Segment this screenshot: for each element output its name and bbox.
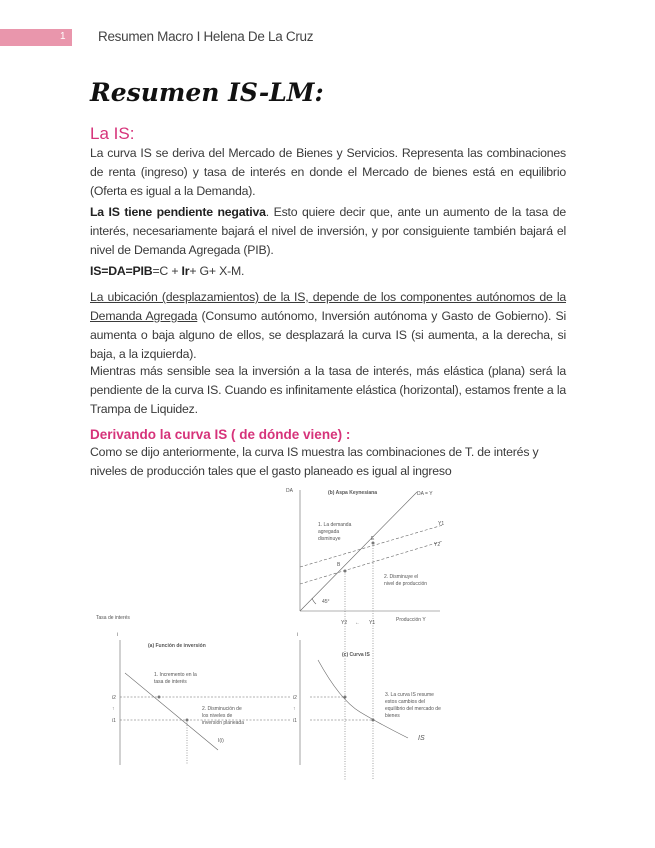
- chart-title: (c) Curva IS: [342, 652, 370, 658]
- line-label: Y1: [438, 521, 445, 527]
- page-title: Resumen IS-LM:: [90, 78, 324, 107]
- angle-label: 45°: [322, 599, 330, 605]
- note: agregada: [318, 529, 340, 535]
- note: estos cambios del: [385, 699, 426, 705]
- tick-label: i1: [293, 718, 297, 724]
- chart-title: (b) Aspa Keynesiana: [328, 490, 377, 496]
- chart-title: (a) Función de inversión: [148, 643, 206, 649]
- text: + G+ X-M.: [189, 264, 245, 278]
- bold-text: La IS tiene pendiente negativa: [90, 205, 266, 219]
- da-axis-label: DA: [286, 488, 293, 494]
- tick-label: i2: [293, 695, 297, 701]
- note: 1. La demanda: [318, 522, 352, 528]
- note: los niveles de: [202, 713, 233, 719]
- underlined-text: La ubicación (desplazamientos) de la IS, depende de los componentes autónomos de la Demanda Agregada: [90, 290, 566, 323]
- x-axis-label: Producción Y: [396, 617, 426, 623]
- note: 3. La curva IS resume: [385, 692, 434, 698]
- text: (Consumo autónomo, Inversión autónoma y Gasto de Gobierno). Si aumenta o baja alguno de ellos, se desplazará la curva IS (si aumenta, a la derecha, si baja, a la izquierda).: [90, 309, 566, 361]
- note: 2. Disminución de: [202, 706, 242, 712]
- tick-label: i2: [112, 695, 116, 701]
- note: tasa de interés: [154, 679, 187, 685]
- line-label: DA = Y: [417, 491, 433, 497]
- arrow: ←: [355, 620, 360, 626]
- note: inversión planeada: [202, 720, 244, 726]
- tick-label: Y2: [341, 620, 348, 626]
- section-heading-is: La IS:: [90, 124, 135, 143]
- header-text: Resumen Macro I Helena De La Cruz: [98, 29, 314, 44]
- note: 1. Incremento en la: [154, 672, 197, 678]
- point-label: E: [371, 536, 375, 542]
- rate-label: Tasa de interés: [96, 615, 130, 621]
- note: disminuye: [318, 536, 341, 542]
- curve-label: IS: [418, 735, 425, 742]
- axis-label: i: [117, 632, 119, 638]
- note: 2. Disminuye el: [384, 574, 419, 580]
- bold-text: IS=DA=PIB: [90, 264, 153, 278]
- note: equilibrio del mercado de: [385, 706, 441, 712]
- arrow: ↑: [293, 706, 296, 712]
- paragraph: Como se dijo anteriormente, la curva IS muestra las combinaciones de T. de interés y niveles de producción tales que el gasto planeado es igual al ingreso: [90, 445, 539, 478]
- note: bienes: [385, 713, 400, 719]
- text: . Esto quiere decir que, ante un aumento de la tasa de interés, necesariamente bajará el nivel de inversión, y por consiguiente también bajará el nivel de Demanda Agregada (PIB).: [90, 205, 566, 257]
- point-label: B: [337, 562, 341, 568]
- note: nivel de producción: [384, 581, 428, 587]
- page-number: 1: [60, 31, 66, 42]
- arrow: ↑: [112, 706, 115, 712]
- curve-label: I(i): [218, 738, 224, 744]
- line-label: Y2: [434, 542, 441, 548]
- bold-text: Ir: [181, 264, 190, 278]
- paragraph: La curva IS se deriva del Mercado de Bienes y Servicios. Representa las combinaciones de renta (ingreso) y tasa de interés en donde el Mercado de bienes está en equilibrio (Oferta es igual a la Demanda).: [90, 146, 566, 198]
- axis-label: i: [297, 632, 299, 638]
- tick-label: Y1: [369, 620, 376, 626]
- paragraph: Mientras más sensible sea la inversión a la tasa de interés, más elástica (plana) será la pendiente de la curva IS. Cuando es infinitamente elástica (horizontal), estamos frente a la Trampa de Liquidez.: [90, 364, 566, 416]
- tick-label: i1: [112, 718, 116, 724]
- text: =C +: [152, 264, 182, 278]
- section-heading-derivando: Derivando la curva IS ( de dónde viene) :: [90, 427, 351, 442]
